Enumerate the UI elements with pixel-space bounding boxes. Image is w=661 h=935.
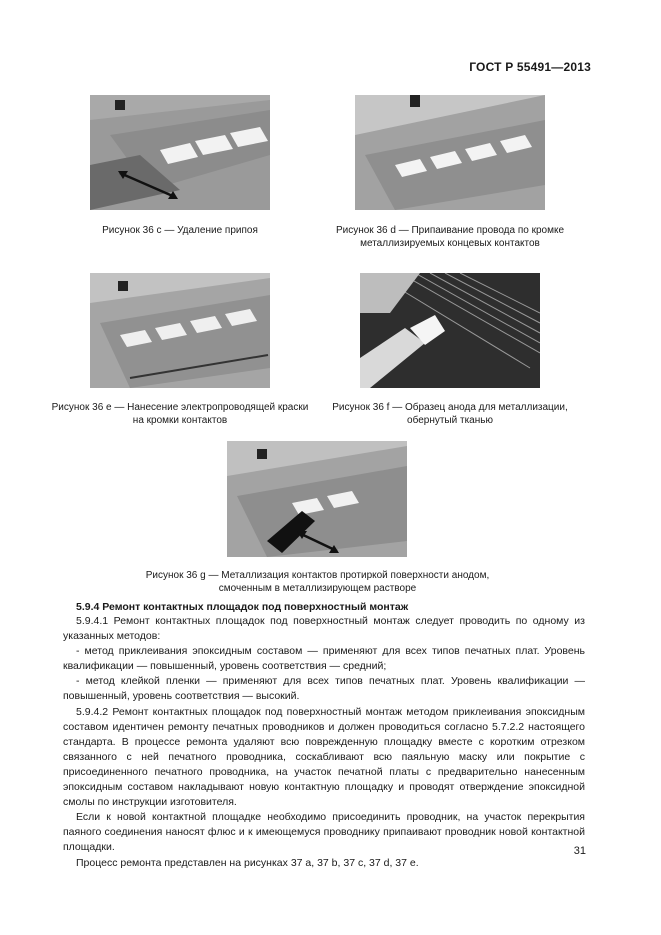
caption-line: Рисунок 36 f — Образец анода для металлизации, (332, 402, 568, 413)
caption-line: Рисунок 36 g — Металлизация контактов протиркой поверхности анодом, (145, 570, 490, 581)
section-heading: 5.9.4 Ремонт контактных площадок под поверхностный монтаж (76, 601, 409, 613)
figure-36g-image (227, 441, 407, 557)
caption-line: Рисунок 36 d — Припаивание провода по кромке (335, 225, 565, 236)
figure-36c-caption (90, 224, 270, 237)
figure-36f-caption (325, 401, 575, 427)
paragraph: Процесс ремонта представлен на рисунках 37 а, 37 b, 37 с, 37 d, 37 е. (76, 856, 419, 869)
figure-36c-image (90, 95, 270, 210)
figure-36d-image (355, 95, 545, 210)
page-number: 31 (573, 845, 586, 857)
paragraph: 5.9.4.2 Ремонт контактных площадок под поверхностный монтаж методом приклеивания эпоксидным составом идентичен ремонту печатных проводников и должен проводиться согласно 5.7.2.2 настоящего стандарта. В процессе ремонта удаляют всю поврежденную площадку вместе с коротким отрезком связанного с ней печатного проводника, соскабливают всю паяльную маску или покрытие с присоединенного печатного проводника, на участок печатной платы с предварительно нанесенным эпоксидным составом накладывают новую контактную площадку и проводят отверждение эпоксидной смолы по инструкции изготовителя. (63, 705, 585, 809)
figure-36e-image (90, 273, 270, 388)
caption-line: на кромки контактов (132, 415, 228, 426)
figure-36f-image (360, 273, 540, 388)
paragraph: - метод клейкой пленки — применяют для всех типов печатных плат. Уровень квалификации — повышенный, уровень соответствия — высокий. (63, 675, 585, 703)
caption-line: смоченным в металлизирующем растворе (218, 583, 417, 594)
caption-line: обернутый тканью (407, 415, 493, 426)
figure-36e-caption (45, 401, 315, 427)
caption-line: Рисунок 36 е — Нанесение электропроводящей краски (51, 402, 309, 413)
paragraph: 5.9.4.1 Ремонт контактных площадок под поверхностный монтаж следует проводить по одному из указанных методов: (63, 615, 585, 643)
figure-36g-caption (130, 569, 505, 595)
caption-text: Рисунок 36 с — Удаление припоя (102, 225, 258, 236)
paragraph: - метод приклеивания эпоксидным составом — применяют для всех типов печатных плат. Уровень квалификации — повышенный, уровень соответствия — средний; (63, 645, 585, 673)
standard-header: ГОСТ Р 55491—2013 (469, 60, 591, 74)
section-body (63, 614, 585, 871)
paragraph: Если к новой контактной площадке необходимо присоединить проводник, на участок перекрытия паяного соединения наносят флюс и к имеющемуся проводнику припаивают проводник новой контактной площадки. (63, 811, 585, 854)
caption-line: металлизируемых концевых контактов (360, 238, 540, 249)
figure-36d-caption (330, 224, 570, 250)
